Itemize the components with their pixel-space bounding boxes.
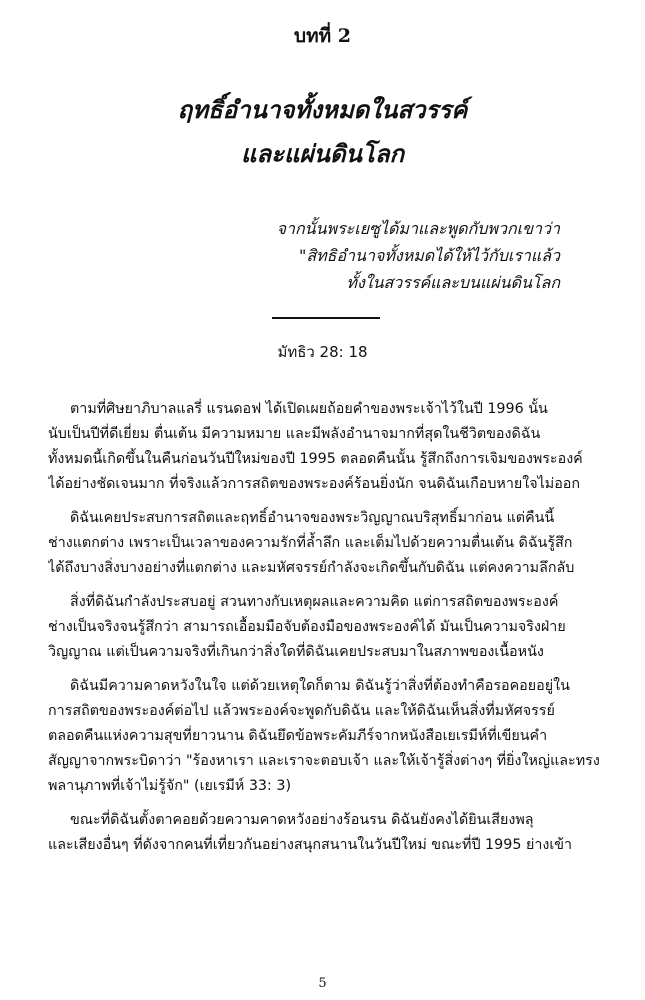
epigraph-line: จากนั้นพระเยซูได้มาและพูดกับพวกเขาว่า	[276, 219, 560, 238]
epigraph-line: ทั้งในสวรรค์และบนแผ่นดินโลก	[346, 273, 560, 292]
text-line: ดิฉันมีความคาดหวังในใจ แต่ด้วยเหตุใดก็ตาม ดิฉันรู้ว่าสิ่งที่ต้องทำคือรอคอยอยู่ใน	[70, 678, 570, 694]
text-line: พลานุภาพที่เจ้าไม่รู้จัก" (เยเรมีห์ 33: 3)	[48, 778, 292, 794]
page-number: 5	[318, 976, 327, 991]
text-line: นับเป็นปีที่ดีเยี่ยม ตื่นเต้น มีความหมาย และมีพลังอำนาจมากที่สุดในชีวิตของดิฉัน	[48, 426, 541, 442]
text-line: สัญญาจากพระบิดาว่า "ร้องหาเรา และเราจะตอบเจ้า และให้เจ้ารู้สิ่งต่างๆ ที่ยิ่งใหญ่และทรง	[48, 753, 600, 769]
paragraph	[48, 674, 618, 799]
epigraph	[120, 215, 560, 296]
paragraph	[48, 590, 618, 665]
chapter-label: บทที่ 2	[294, 25, 351, 47]
chapter-title-line: ฤทธิ์อำนาจทั้งหมดในสวรรค์	[177, 96, 468, 124]
text-line: และเสียงอื่นๆ ที่ดังจากคนที่เที่ยวกันอย่างสนุกสนานในวันปีใหม่ ขณะที่ปี 1995 ย่างเข้า	[48, 837, 573, 853]
epigraph-divider	[272, 317, 380, 319]
chapter-title	[0, 88, 645, 176]
text-line: ทั้งหมดนี้เกิดขึ้นในคืนก่อนวันปีใหม่ของปี 1995 ตลอดคืนนั้น รู้สึกถึงการเจิมของพระองค์	[48, 451, 583, 467]
body-text	[48, 397, 618, 858]
paragraph	[48, 397, 618, 497]
text-line: วิญญาณ แต่เป็นความจริงที่เกินกว่าสิ่งใดที่ดิฉันเคยประสบมาในสภาพของเนื้อหนัง	[48, 644, 544, 660]
text-line: ตามที่ศิษยาภิบาลแลรี่ แรนดอฟ ได้เปิดเผยถ้อยคำของพระเจ้าไว้ในปี 1996 นั้น	[70, 401, 548, 417]
text-line: ได้ถึงบางสิ่งบางอย่างที่แตกต่าง และมหัศจรรย์กำลังจะเกิดขึ้นกับดิฉัน แต่คงความลึกลับ	[48, 560, 575, 576]
paragraph	[48, 808, 618, 858]
chapter-title-line: และแผ่นดินโลก	[240, 140, 405, 168]
text-line: ช่างแตกต่าง เพราะเป็นเวลาของความรักที่ล้ำลึก และเต็มไปด้วยความตื่นเต้น ดิฉันรู้สึก	[48, 535, 573, 551]
text-line: สิ่งที่ดิฉันกำลังประสบอยู่ สวนทางกับเหตุผลและความคิด แต่การสถิตของพระองค์	[70, 594, 559, 610]
text-line: ดิฉันเคยประสบการสถิตและฤทธิ์อำนาจของพระวิญญาณบริสุทธิ์มาก่อน แต่คืนนี้	[70, 510, 555, 526]
epigraph-line: "สิทธิอำนาจทั้งหมดได้ให้ไว้กับเราแล้ว	[299, 246, 560, 265]
scripture-reference: มัทธิว 28: 18	[277, 343, 368, 361]
text-line: ช่างเป็นจริงจนรู้สึกว่า สามารถเอื้อมมือจับต้องมือของพระองค์ได้ มันเป็นความจริงฝ่าย	[48, 619, 566, 635]
text-line: ตลอดคืนแห่งความสุขที่ยาวนาน ดิฉันยึดข้อพระคัมภีร์จากหนังสือเยเรมีห์ที่เขียนคำ	[48, 728, 548, 744]
text-line: ได้อย่างชัดเจนมาก ที่จริงแล้วการสถิตของพระองค์ร้อนยิ่งนัก จนดิฉันเกือบหายใจไม่ออก	[48, 476, 581, 492]
text-line: การสถิตของพระองค์ต่อไป แล้วพระองค์จะพูดกับดิฉัน และให้ดิฉันเห็นสิ่งที่มหัศจรรย์	[48, 703, 555, 719]
paragraph	[48, 506, 618, 581]
text-line: ขณะที่ดิฉันตั้งตาคอยด้วยความคาดหวังอย่างร้อนรน ดิฉันยังคงได้ยินเสียงพลุ	[70, 812, 534, 828]
